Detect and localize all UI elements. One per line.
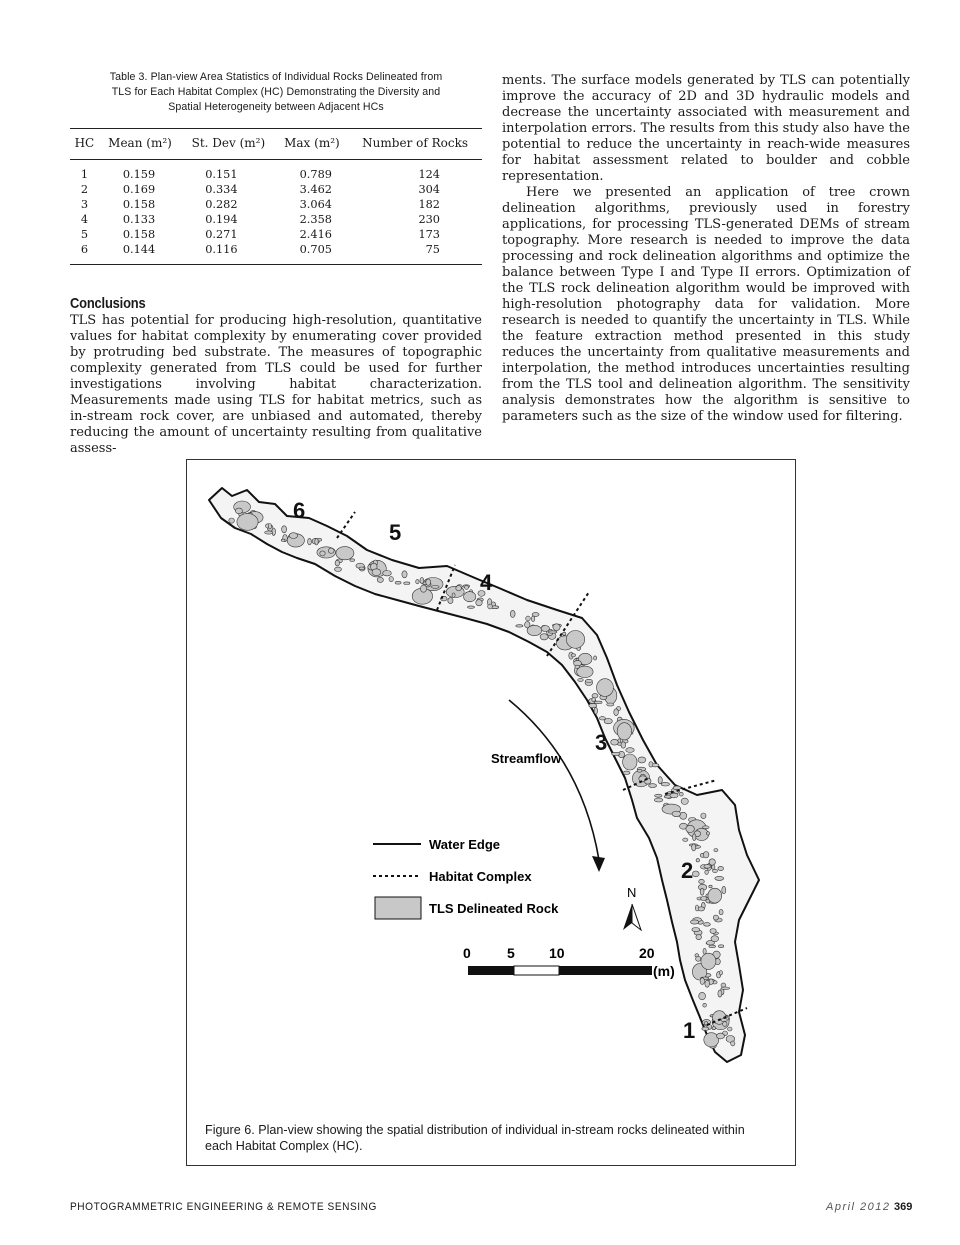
scale-tick-10: 10: [549, 945, 565, 961]
delineated-rock: [692, 871, 699, 877]
delineated-rock: [452, 593, 455, 598]
cell-count: 173: [418, 228, 440, 241]
scale-tick-0: 0: [463, 945, 471, 961]
delineated-rock: [681, 798, 688, 804]
delineated-rock: [594, 701, 602, 704]
delineated-rock: [704, 923, 711, 927]
cell-hc: 1: [80, 168, 88, 181]
figure-6: [186, 459, 796, 1166]
delineated-rock: [713, 869, 718, 872]
right-column: [502, 73, 910, 425]
cell-hc: 5: [80, 228, 88, 241]
delineated-rock: [703, 852, 709, 858]
cell-stdev: 0.334: [205, 183, 238, 196]
delineated-rock: [237, 514, 258, 531]
delineated-rock: [638, 757, 646, 763]
delineated-rock: [728, 1027, 732, 1031]
header-mean: Mean (m²): [99, 129, 181, 160]
delineated-rock: [696, 859, 699, 862]
table-caption-line1: Table 3. Plan-view Area Statistics of Individual Rocks Delineated from: [109, 71, 443, 83]
delineated-rock: [709, 885, 712, 888]
cell-max: 3.462: [299, 183, 332, 196]
delineated-rock: [597, 679, 614, 697]
header-max: Max (m²): [276, 129, 349, 160]
delineated-rock: [696, 935, 702, 940]
statistics-table: [70, 128, 482, 265]
scale-tick-5: 5: [507, 945, 515, 961]
hc-label-5: 5: [389, 520, 402, 545]
delineated-rock: [708, 888, 722, 903]
delineated-rock: [692, 844, 696, 851]
delineated-rock: [281, 539, 285, 541]
cell-stdev: 0.282: [205, 198, 238, 211]
table-row: [70, 212, 482, 227]
cell-count: 230: [418, 213, 440, 226]
scale-tick-20: 20: [639, 945, 655, 961]
delineated-rock: [526, 616, 531, 621]
cell-mean: 0.158: [122, 198, 156, 211]
delineated-rock: [714, 849, 718, 852]
delineated-rock: [377, 577, 383, 582]
delineated-rock: [707, 832, 710, 835]
legend-rock-swatch: [375, 897, 421, 919]
delineated-rock: [268, 524, 271, 529]
delineated-rock: [359, 567, 364, 570]
streamflow-arrow: [509, 700, 599, 860]
delineated-rock: [614, 709, 619, 716]
delineated-rock: [235, 508, 242, 514]
cell-mean: 0.159: [122, 168, 156, 181]
delineated-rock: [282, 526, 287, 533]
cell-hc: 6: [80, 243, 88, 256]
table-row: [70, 182, 482, 197]
delineated-rock: [395, 581, 401, 584]
delineated-rock: [649, 784, 657, 788]
delineated-rock: [592, 698, 596, 702]
delineated-rock: [594, 707, 597, 714]
conclusions-paragraph: TLS has potential for producing high-resolution, quantitative values for habitat complexity by enumerating cover provided by protruding bed substrate. The measures of topographic complexity generated from TLS could be used for further investigations involving habitat characterization. Measurements made using TLS for habitat metrics, such as in-stream rock cover, are unbiased and automated, thereby reducing the amount of uncertainty resulting from qualitative assess-: [70, 313, 482, 456]
delineated-rock: [607, 703, 614, 706]
delineated-rock: [715, 876, 724, 880]
delineated-rock: [721, 987, 730, 989]
delineated-rock: [335, 560, 339, 566]
delineated-rock: [571, 654, 575, 657]
figure-caption: Figure 6. Plan-view showing the spatial distribution of individual in-stream rocks delineated within each Habitat Complex (HC).: [205, 1123, 745, 1153]
delineated-rock: [722, 886, 726, 893]
table-caption-line2: TLS for Each Habitat Complex (HC) Demonstrating the Diversity and: [111, 86, 441, 98]
delineated-rock: [320, 551, 325, 556]
delineated-rock: [718, 866, 724, 870]
header-stdev: St. Dev (m²): [181, 129, 275, 160]
map-legend: [373, 837, 559, 919]
table-header-row: [70, 129, 482, 160]
delineated-rock: [592, 694, 598, 698]
cell-count: 124: [418, 168, 440, 181]
delineated-rock: [488, 604, 493, 609]
hc-label-1: 1: [683, 1018, 696, 1043]
table-caption-line3: Spatial Heterogeneity between Adjacent HCs: [168, 101, 384, 113]
delineated-rock: [626, 748, 634, 753]
delineated-rock: [658, 777, 662, 784]
delineated-rock: [700, 888, 704, 895]
delineated-rock: [693, 834, 696, 841]
delineated-rock: [702, 1027, 709, 1031]
hc-label-3: 3: [595, 730, 608, 755]
delineated-rock: [527, 625, 542, 635]
cell-mean: 0.169: [122, 183, 156, 196]
delineated-rock: [709, 859, 715, 865]
delineated-rock: [637, 769, 642, 772]
delineated-rock: [623, 754, 637, 770]
cell-mean: 0.133: [122, 213, 156, 226]
hc-label-6: 6: [293, 498, 306, 523]
delineated-rock: [695, 905, 698, 911]
delineated-rock: [229, 518, 235, 523]
delineated-rock: [703, 1003, 707, 1007]
delineated-rock: [289, 533, 297, 539]
delineated-rock: [578, 678, 584, 681]
delineated-rock: [456, 586, 462, 591]
delineated-rock: [705, 980, 710, 987]
cell-max: 0.705: [299, 243, 332, 256]
delineated-rock: [670, 793, 678, 798]
delineated-rock: [649, 762, 653, 767]
cell-count: 182: [418, 198, 440, 211]
right-paragraph-1: ments. The surface models generated by TLS can potentially improve the accuracy of 2D and 3D hydraulic models and decrease the uncertainty associated with measurement and interpolation errors. The results from this study also have the potential to reduce the uncertainty in reach-wide measures for habitat assessment related to boulder and cobble representation.: [502, 73, 910, 184]
delineated-rock: [673, 786, 681, 790]
north-arrow-right: [632, 904, 641, 930]
delineated-rock: [372, 569, 381, 576]
delineated-rock: [594, 656, 597, 660]
delineated-rock: [432, 586, 440, 589]
delineated-rock: [719, 971, 722, 975]
table-row: [70, 227, 482, 242]
scale-segment-1: [468, 966, 514, 975]
cell-max: 0.789: [299, 168, 332, 181]
stream-map: [187, 460, 795, 1110]
delineated-rock: [476, 600, 482, 606]
legend-water-edge-label: Water Edge: [429, 837, 501, 852]
delineated-rock: [465, 585, 469, 589]
delineated-rock: [531, 616, 534, 621]
delineated-rock: [315, 538, 318, 545]
cell-max: 3.064: [299, 198, 332, 211]
delineated-rock: [721, 983, 726, 987]
scale-unit: (m): [653, 963, 675, 979]
delineated-rock: [336, 547, 354, 560]
delineated-rock: [692, 928, 700, 932]
cell-count: 304: [418, 183, 440, 196]
delineated-rock: [696, 956, 701, 961]
legend-rock-label: TLS Delineated Rock: [429, 901, 559, 916]
delineated-rock: [679, 792, 683, 796]
delineated-rock: [541, 626, 549, 632]
cell-hc: 3: [80, 198, 88, 211]
delineated-rock: [711, 936, 719, 942]
conclusions-heading: Conclusions: [70, 295, 146, 312]
delineated-rock: [468, 606, 475, 608]
north-arrow: [623, 885, 641, 930]
streamflow-arrowhead: [592, 856, 605, 872]
cell-max: 2.358: [299, 213, 332, 226]
north-arrow-left: [623, 904, 632, 930]
left-column: [70, 70, 482, 457]
delineated-rock: [712, 1027, 715, 1030]
delineated-rock: [718, 945, 723, 948]
scale-segment-2: [514, 966, 559, 975]
delineated-rock: [611, 739, 619, 745]
delineated-rock: [328, 548, 334, 553]
delineated-rock: [718, 990, 722, 997]
cell-count: 75: [425, 243, 440, 256]
delineated-rock: [717, 1033, 725, 1039]
delineated-rock: [350, 559, 355, 562]
delineated-rock: [699, 879, 705, 883]
page-number: 369: [894, 1201, 913, 1213]
table-caption: [70, 70, 482, 115]
delineated-rock: [389, 577, 393, 582]
delineated-rock: [705, 870, 709, 874]
delineated-rock: [612, 752, 621, 755]
hc-label-2: 2: [681, 858, 694, 883]
delineated-rock: [566, 631, 584, 649]
cell-max: 2.416: [299, 228, 332, 241]
delineated-rock: [308, 538, 312, 544]
table-row: [70, 197, 482, 212]
delineated-rock: [701, 953, 716, 969]
header-hc: HC: [70, 129, 99, 160]
delineated-rock: [621, 742, 626, 748]
delineated-rock: [691, 920, 699, 924]
delineated-rock: [510, 610, 515, 617]
delineated-rock: [448, 598, 453, 604]
streamflow-label: Streamflow: [491, 751, 562, 766]
legend-habitat-complex-label: Habitat Complex: [429, 869, 532, 884]
delineated-rock: [672, 811, 681, 816]
delineated-rock: [710, 929, 716, 934]
delineated-rock: [709, 945, 716, 948]
delineated-rock: [604, 718, 612, 723]
cell-stdev: 0.116: [205, 243, 238, 256]
delineated-rock: [416, 580, 419, 584]
delineated-rock: [402, 571, 407, 578]
delineated-rock: [731, 1041, 735, 1046]
delineated-rock: [516, 625, 523, 627]
table-row: [70, 242, 482, 265]
header-count: Number of Rocks: [348, 129, 482, 160]
delineated-rock: [577, 666, 593, 677]
scale-bar: [463, 945, 675, 979]
scale-segment-3: [559, 966, 652, 975]
cell-hc: 4: [80, 213, 88, 226]
right-paragraph-2: Here we presented an application of tree crown delineation algorithms, previously used in forestry applications, for processing TLS-generated DEMs of stream topography. More research is needed to improve the data processing and rock delineation algorithms and optimize the balance between Type I and Type II errors. Optimization of the TLS rock delineation algorithm would be improved with high-resolution photography data for validation. More research is needed to quantify the uncertainty in TLS. While the feature extraction method presented in this study reduces the uncertainty from qualitative measurements and interpolation, the method introduces uncertainties resulting from the TLS tool and delineation algorithm. The sensitivity analysis demonstrates how the algorithm is sensitive to parameters such as the size of the window used for filtering.: [502, 185, 910, 424]
delineated-rock: [655, 794, 662, 797]
delineated-rock: [335, 567, 342, 571]
issue-date: April 2012: [826, 1201, 891, 1213]
delineated-rock: [683, 838, 688, 841]
cell-stdev: 0.151: [205, 168, 238, 181]
hc-label-4: 4: [480, 570, 493, 595]
journal-name: PHOTOGRAMMETRIC ENGINEERING & REMOTE SENSING: [70, 1201, 377, 1213]
delineated-rock: [719, 909, 723, 914]
delineated-rock: [723, 1022, 727, 1027]
delineated-rock: [548, 631, 557, 633]
delineated-rock: [420, 585, 426, 592]
delineated-rock: [700, 978, 704, 985]
north-label: N: [627, 885, 637, 900]
delineated-rock: [540, 634, 548, 640]
delineated-rock: [701, 813, 706, 819]
delineated-rock: [586, 679, 593, 682]
delineated-rock: [721, 1019, 727, 1022]
cell-stdev: 0.271: [205, 228, 238, 241]
delineated-rock: [617, 723, 631, 740]
delineated-rock: [699, 992, 706, 999]
cell-mean: 0.158: [122, 228, 156, 241]
delineated-rock: [704, 865, 711, 869]
delineated-rock: [464, 592, 476, 602]
cell-hc: 2: [80, 183, 88, 196]
table-row: [70, 160, 482, 183]
delineated-rock: [713, 915, 718, 920]
cell-stdev: 0.194: [205, 213, 238, 226]
delineated-rock: [623, 771, 630, 774]
delineated-rock: [563, 632, 566, 635]
delineated-rock: [553, 624, 560, 631]
delineated-rock: [426, 579, 431, 585]
delineated-rock: [404, 582, 410, 585]
delineated-rock: [661, 782, 669, 786]
delineated-rock: [265, 531, 273, 534]
delineated-rock: [686, 825, 695, 832]
delineated-rock: [654, 798, 663, 802]
delineated-rock: [383, 571, 392, 576]
cell-mean: 0.144: [122, 243, 156, 256]
